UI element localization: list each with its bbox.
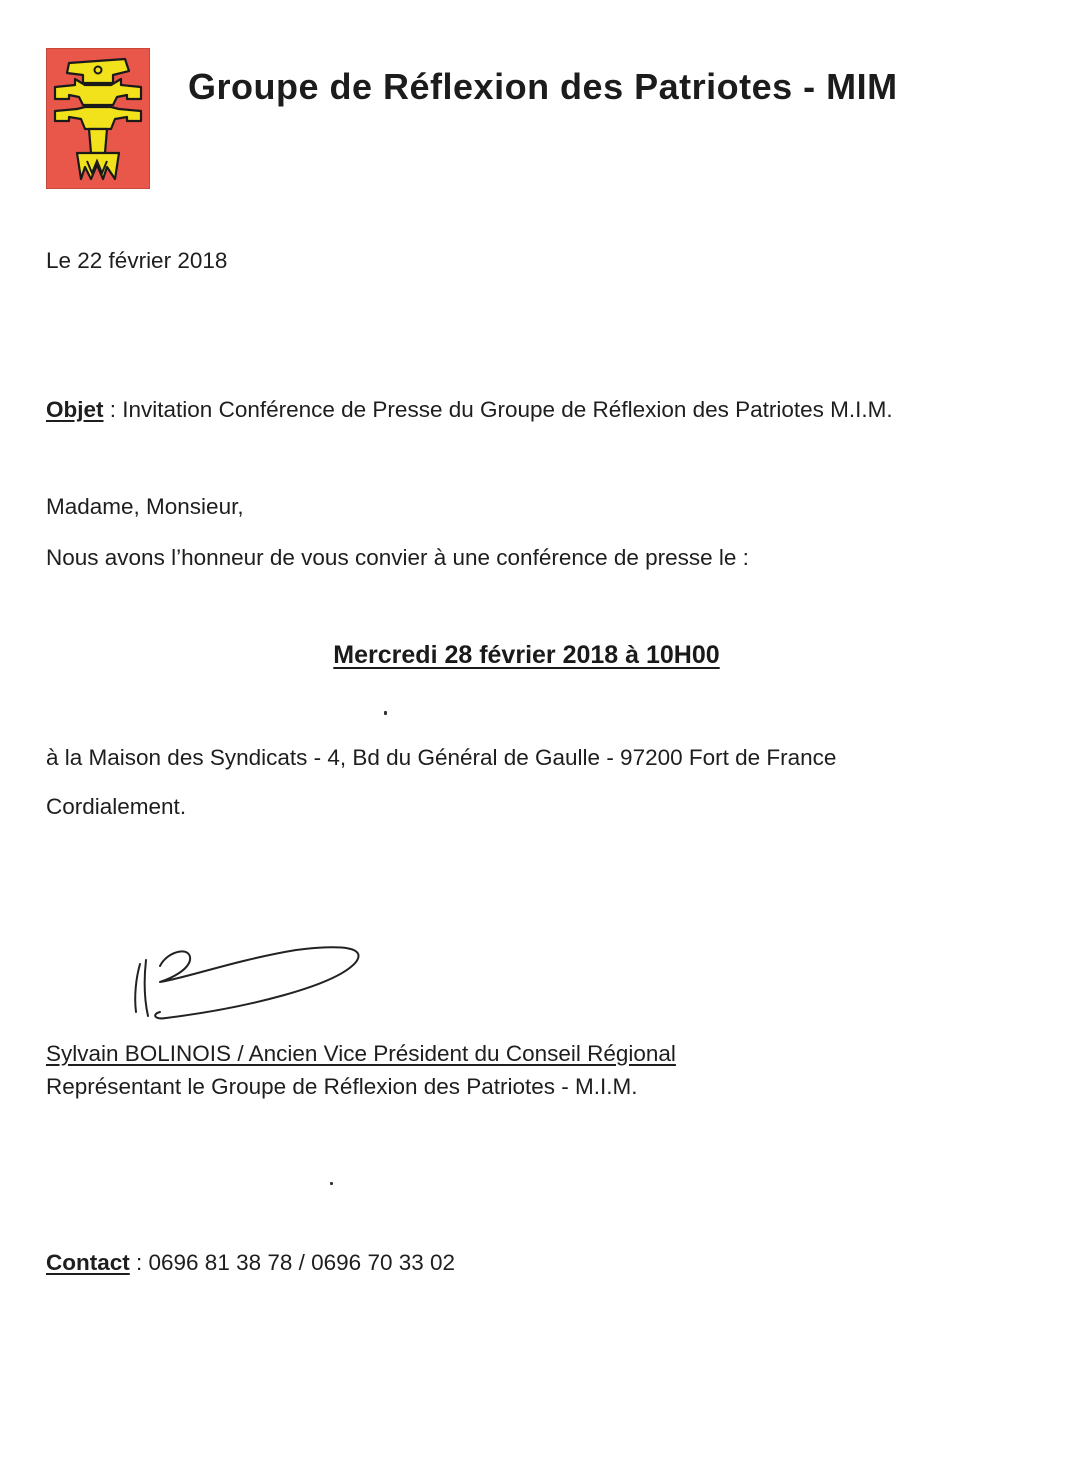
mim-logo-icon	[46, 48, 150, 189]
letter-date: Le 22 février 2018	[46, 248, 228, 273]
handwritten-signature	[126, 938, 376, 1033]
organization-title: Groupe de Réflexion des Patriotes - MIM	[188, 66, 898, 107]
subject-label: Objet	[46, 397, 104, 422]
intro-paragraph: Nous avons l’honneur de vous convier à une conférence de presse le :	[46, 545, 749, 570]
closing-line: Cordialement.	[46, 794, 187, 819]
signatory-line	[46, 1041, 676, 1067]
scan-speck	[330, 1182, 333, 1185]
event-datetime: Mercredi 28 février 2018 à 10H00	[333, 641, 720, 669]
subject-line	[46, 397, 893, 423]
venue-line: à la Maison des Syndicats - 4, Bd du Général de Gaulle - 97200 Fort de France	[46, 745, 837, 770]
contact-line	[46, 1250, 455, 1276]
contact-label: Contact	[46, 1250, 130, 1275]
event-datetime-line	[0, 641, 1079, 670]
salutation: Madame, Monsieur,	[46, 494, 244, 519]
signatory-name-title: Sylvain BOLINOIS / Ancien Vice Président du Conseil Régional	[46, 1041, 676, 1066]
subject-text: : Invitation Conférence de Presse du Groupe de Réflexion des Patriotes M.I.M.	[103, 397, 893, 422]
signatory-role: Représentant le Groupe de Réflexion des Patriotes - M.I.M.	[46, 1074, 638, 1099]
scan-speck	[384, 711, 387, 715]
contact-numbers: : 0696 81 38 78 / 0696 70 33 02	[129, 1250, 456, 1275]
